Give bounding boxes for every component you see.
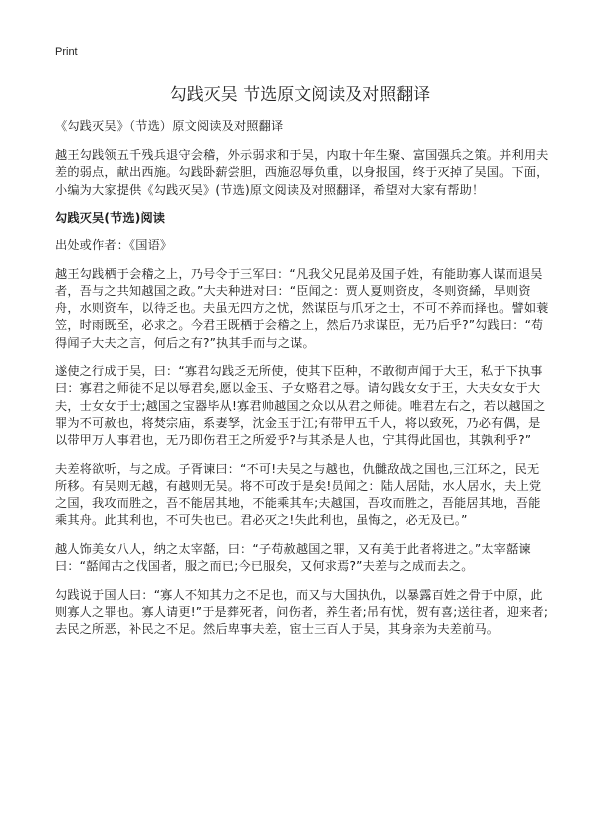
text-paragraph-1: 越王勾践栖于会稽之上，乃号令于三军曰：“凡我父兄昆弟及国子姓，有能助寡人谋而退吴者，吾与之共知越国之政。”大夫种进对曰：“臣闻之：贾人夏则资皮，冬则资絺，旱则资舟，水则资车，以待乏也。夫虽无四方之忧，然谋臣与爪牙之士，不可不养而择也。譬如蓑笠，时雨既至，必求之。今君王既栖于会稽之上，然后乃求谋臣，无乃后乎?”勾践曰：“苟得闻子大夫之言，何后之有?”执其手而与之谋。 xyxy=(55,266,549,350)
text-paragraph-4: 越人饰美女八人，纳之太宰嚭，曰：“子苟赦越国之罪，又有美于此者将进之。”太宰嚭谏曰：“嚭闻古之伐国者，服之而已;今已服矣，又何求焉?”夫差与之成而去之。 xyxy=(55,542,531,574)
page-title: 勾践灭吴 节选原文阅读及对照翻译 xyxy=(169,85,431,105)
print-link[interactable]: Print xyxy=(55,46,78,58)
section-heading: 勾践灭吴(节选)阅读 xyxy=(55,211,166,226)
text-paragraph-3: 夫差将欲听，与之成。子胥谏曰：“不可!夫吴之与越也，仇雠敌战之国也,三江环之，民无所移。有吴则无越，有越则无吴。将不可改于是矣!员闻之：陆人居陆，水人居水，夫上党之国，我攻而胜之，吾不能居其地，不能乘其车;夫越国，吾攻而胜之，吾能居其地，吾能乘其舟。此其利也，不可失也已。君必灭之!失此利也，虽悔之，必无及已。” xyxy=(55,461,542,528)
article-body xyxy=(55,118,550,650)
text-paragraph-2: 遂使之行成于吴，曰：“寡君勾践乏无所使，使其下臣种，不敢彻声闻于大王，私于下执事曰：寡君之师徒不足以辱君矣,愿以金玉、子女赂君之辱。请勾践女女于王，大夫女女于大夫，士女女于士;越国之宝器毕从!寡君帅越国之众以从君之师徒。唯君左右之，若以越国之罪为不可赦也，将焚宗庙，系妻孥，沈金玉于江;有带甲五千人，将以致死，乃必有偶，是以带甲万人事君也，无乃即伤君王之所爱乎?与其杀是人也，宁其得此国也，其孰利乎?” xyxy=(55,364,546,448)
intro-paragraph: 越王勾践领五千残兵退守会稽，外示弱求和于吴，内取十年生聚、富国强兵之策。并利用夫差的弱点，献出西施。勾践卧薪尝胆，西施忍辱负重，以身报国，终于灭掉了吴国。下面，小编为大家提供《勾践灭吴》(节选)原文阅读及对照翻译，希望对大家有帮助！ xyxy=(55,148,549,197)
text-paragraph-5: 勾践说于国人曰：“寡人不知其力之不足也，而又与大国执仇，以暴露百姓之骨于中原，此则寡人之罪也。寡人请更!”于是葬死者，问伤者，养生者;吊有忧，贺有喜;送往者，迎来者;去民之所恶，补民之不足。然后卑事夫差，宦士三百人于吴，其身亲为夫差前马。 xyxy=(55,587,549,637)
article-subtitle: 《勾践灭吴》（节选）原文阅读及对照翻译 xyxy=(55,119,284,133)
source-line: 出处或作者：《国语》 xyxy=(55,237,173,252)
